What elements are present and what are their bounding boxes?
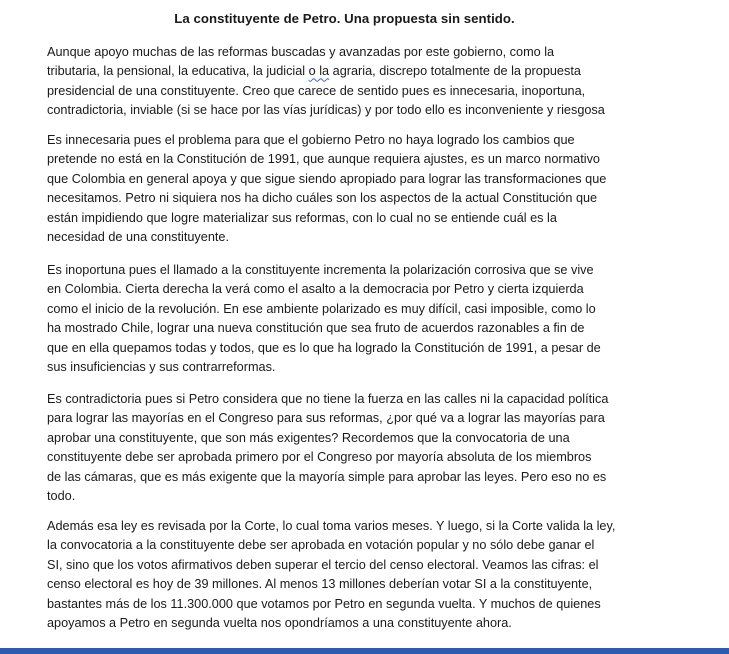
paragraph-contradictoria [47, 390, 608, 506]
paragraph-line: de las cámaras, que es más exigente que la mayoría simple para aprobar las leyes. Pero eso no es [47, 469, 607, 484]
document-title: La constituyente de Petro. Una propuesta sin sentido. [174, 11, 515, 26]
paragraph-line: constituyente debe ser aprobada primero por el Congreso por mayoría absoluta de los miembros [47, 450, 592, 465]
text-segment: tributaria, la pensional, la educativa, la judicial [47, 64, 309, 79]
paragraph-line: Es innecesaria pues el problema para que el gobierno Petro no haya logrado los cambios que [47, 133, 575, 147]
paragraph-line: contradictoria, inviable (si se hace por las vías jurídicas) y por todo ello es inconveniente y riesgosa [47, 103, 605, 118]
text-segment: agraria, discrepo totalmente de la propuesta [329, 64, 581, 79]
taskbar-strip [0, 648, 729, 654]
paragraph-line: necesitamos. Petro ni siquiera nos ha dicho cuáles son los aspectos de la actual Constitución que [47, 191, 598, 206]
paragraph-inviable [47, 517, 615, 633]
paragraph-line: SI, sino que los votos afirmativos deben superar el tercio del censo electoral. Veamos las cifras: el [47, 557, 599, 572]
paragraph-line: Es contradictoria pues si Petro considera que no tiene la fuerza en las calles ni la capacidad política [47, 392, 609, 406]
paragraph-line: presidencial de una constituyente. Creo que carece de sentido pues es innecesaria, inoportuna, [47, 83, 586, 98]
paragraph-line: la convocatoria a la constituyente debe ser aprobada en votación popular y no sólo debe ganar el [47, 538, 595, 553]
paragraph-innecesaria [47, 131, 606, 247]
paragraph-line: apoyamos a Petro en segunda vuelta nos opondríamos a una constituyente ahora. [47, 616, 512, 631]
paragraph-line: pretende no está en la Constitución de 1991, que aunque requiera ajustes, es un marco normativo [47, 152, 600, 167]
paragraph-line: Aunque apoyo muchas de las reformas buscadas y avanzadas por este gobierno, como la [47, 45, 555, 59]
paragraph-line: que Colombia en general apoya y que sigue siendo apropiado para lograr las transformaciones que [47, 171, 607, 186]
paragraph-line: sus insuficiencias y sus contrarreformas. [47, 360, 276, 375]
paragraph-line: Además esa ley es revisada por la Corte, lo cual toma varios meses. Y luego, si la Corte valida la ley, [47, 519, 616, 533]
paragraph-line: necesidad de una constituyente. [47, 230, 229, 245]
paragraph-intro [47, 43, 605, 121]
paragraph-line: Es inoportuna pues el llamado a la constituyente incrementa la polarización corrosiva que se vive [47, 263, 594, 277]
paragraph-line: censo electoral es hoy de 39 millones. Al menos 13 millones deberían votar SI a la constituyente, [47, 577, 593, 592]
paragraph-line: aprobar una constituyente, que son más exigentes? Recordemos que la convocatoria de una [47, 430, 570, 445]
paragraph-line: como el inicio de la revolución. En ese ambiente polarizado es muy difícil, casi imposible, como lo [47, 301, 596, 316]
paragraph-line [47, 62, 605, 81]
spellcheck-underlined-word[interactable]: o la [308, 64, 330, 79]
paragraph-line: ha mostrado Chile, lograr una nueva constitución que sea fruto de acuerdos razonables a fin de [47, 321, 585, 336]
paragraph-line: para lograr las mayorías en el Congreso para sus reformas, ¿por qué va a lograr las mayorías para [47, 411, 605, 426]
paragraph-line: están impidiendo que logre materializar sus reformas, con lo cual no se entiende cuál es la [47, 210, 557, 225]
paragraph-line: en Colombia. Cierta derecha la verá como el asalto a la democracia por Petro y cierta izquierda [47, 282, 584, 297]
paragraph-line: que en ella quepamos todas y todos, que es lo que ha logrado la Constitución de 1991, a pesar de [47, 340, 601, 355]
paragraph-line: bastantes más de los 11.300.000 que votamos por Petro en segunda vuelta. Y muchos de quienes [47, 596, 601, 611]
paragraph-line: todo. [47, 489, 76, 504]
paragraph-inoportuna [47, 261, 601, 377]
